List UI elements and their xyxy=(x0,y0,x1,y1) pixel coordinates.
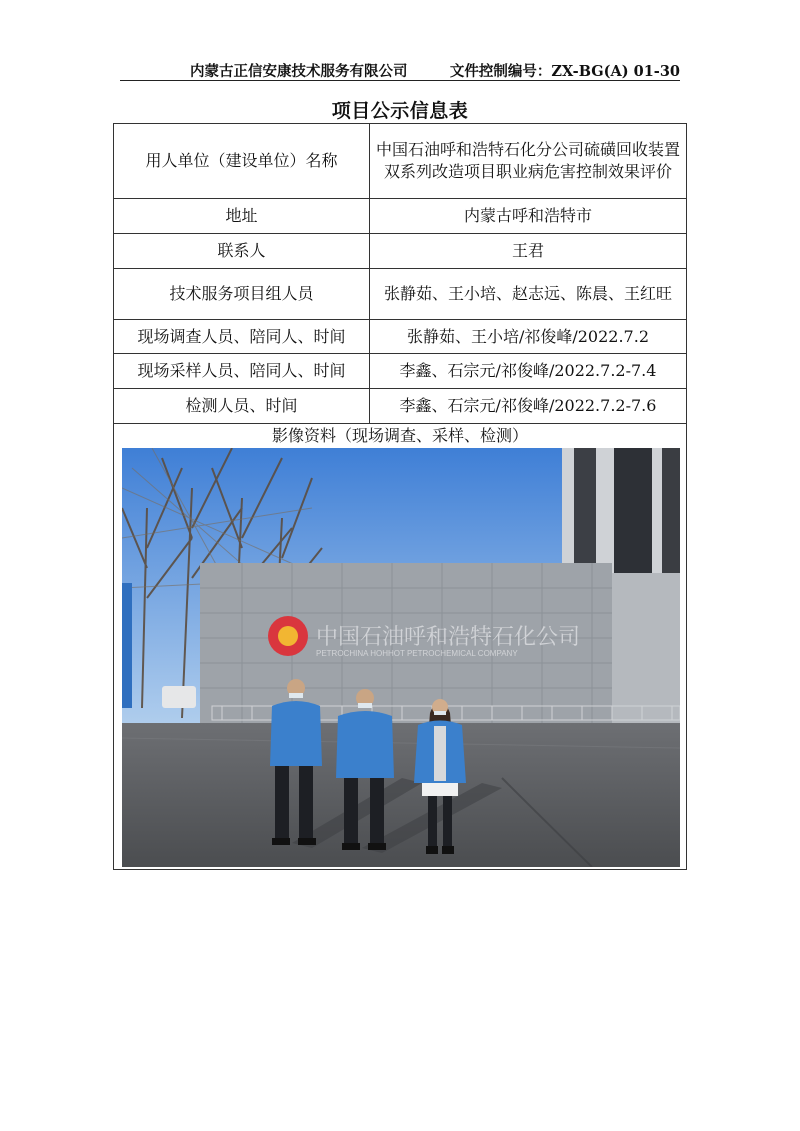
row-value: 王君 xyxy=(370,234,687,269)
row-value: 张静茹、王小培/祁俊峰/2022.7.2 xyxy=(370,320,687,354)
table-row xyxy=(114,124,687,199)
row-value: 内蒙古呼和浩特市 xyxy=(370,199,687,234)
row-label: 用人单位（建设单位）名称 xyxy=(114,124,370,199)
row-value: 李鑫、石宗元/祁俊峰/2022.7.2-7.6 xyxy=(370,389,687,424)
row-label: 检测人员、时间 xyxy=(114,389,370,424)
header-organization: 内蒙古正信安康技术服务有限公司 xyxy=(190,63,408,80)
page-title: 项目公示信息表 xyxy=(331,100,469,122)
gate-sign-text: 中国石油呼和浩特石化公司 xyxy=(316,624,581,649)
row-label: 现场调查人员、陪同人、时间 xyxy=(114,320,370,354)
header-document-code: 文件控制编号：ZX-BG(A) 01-30 xyxy=(449,63,680,80)
row-label: 联系人 xyxy=(114,234,370,269)
site-photo-illustration xyxy=(122,448,680,867)
table-row xyxy=(114,234,687,269)
table-row xyxy=(114,389,687,424)
table-row xyxy=(114,354,687,389)
row-label: 地址 xyxy=(114,199,370,234)
page-header xyxy=(120,58,680,81)
site-photo xyxy=(122,448,680,867)
gate-sign-text-en: PETROCHINA HOHHOT PETROCHEMICAL COMPANY xyxy=(316,649,518,658)
project-info-table xyxy=(113,123,687,870)
photo-cell xyxy=(114,424,687,870)
photo-row xyxy=(114,424,687,870)
table-row xyxy=(114,269,687,320)
table-row xyxy=(114,199,687,234)
photo-section-label: 影像资料（现场调查、采样、检测） xyxy=(271,426,528,445)
row-value: 李鑫、石宗元/祁俊峰/2022.7.2-7.4 xyxy=(370,354,687,389)
row-label: 技术服务项目组人员 xyxy=(114,269,370,320)
table-row xyxy=(114,320,687,354)
row-value: 中国石油呼和浩特石化分公司硫磺回收装置双系列改造项目职业病危害控制效果评价 xyxy=(370,124,687,199)
row-value: 张静茹、王小培、赵志远、陈晨、王红旺 xyxy=(370,269,687,320)
row-label: 现场采样人员、陪同人、时间 xyxy=(114,354,370,389)
